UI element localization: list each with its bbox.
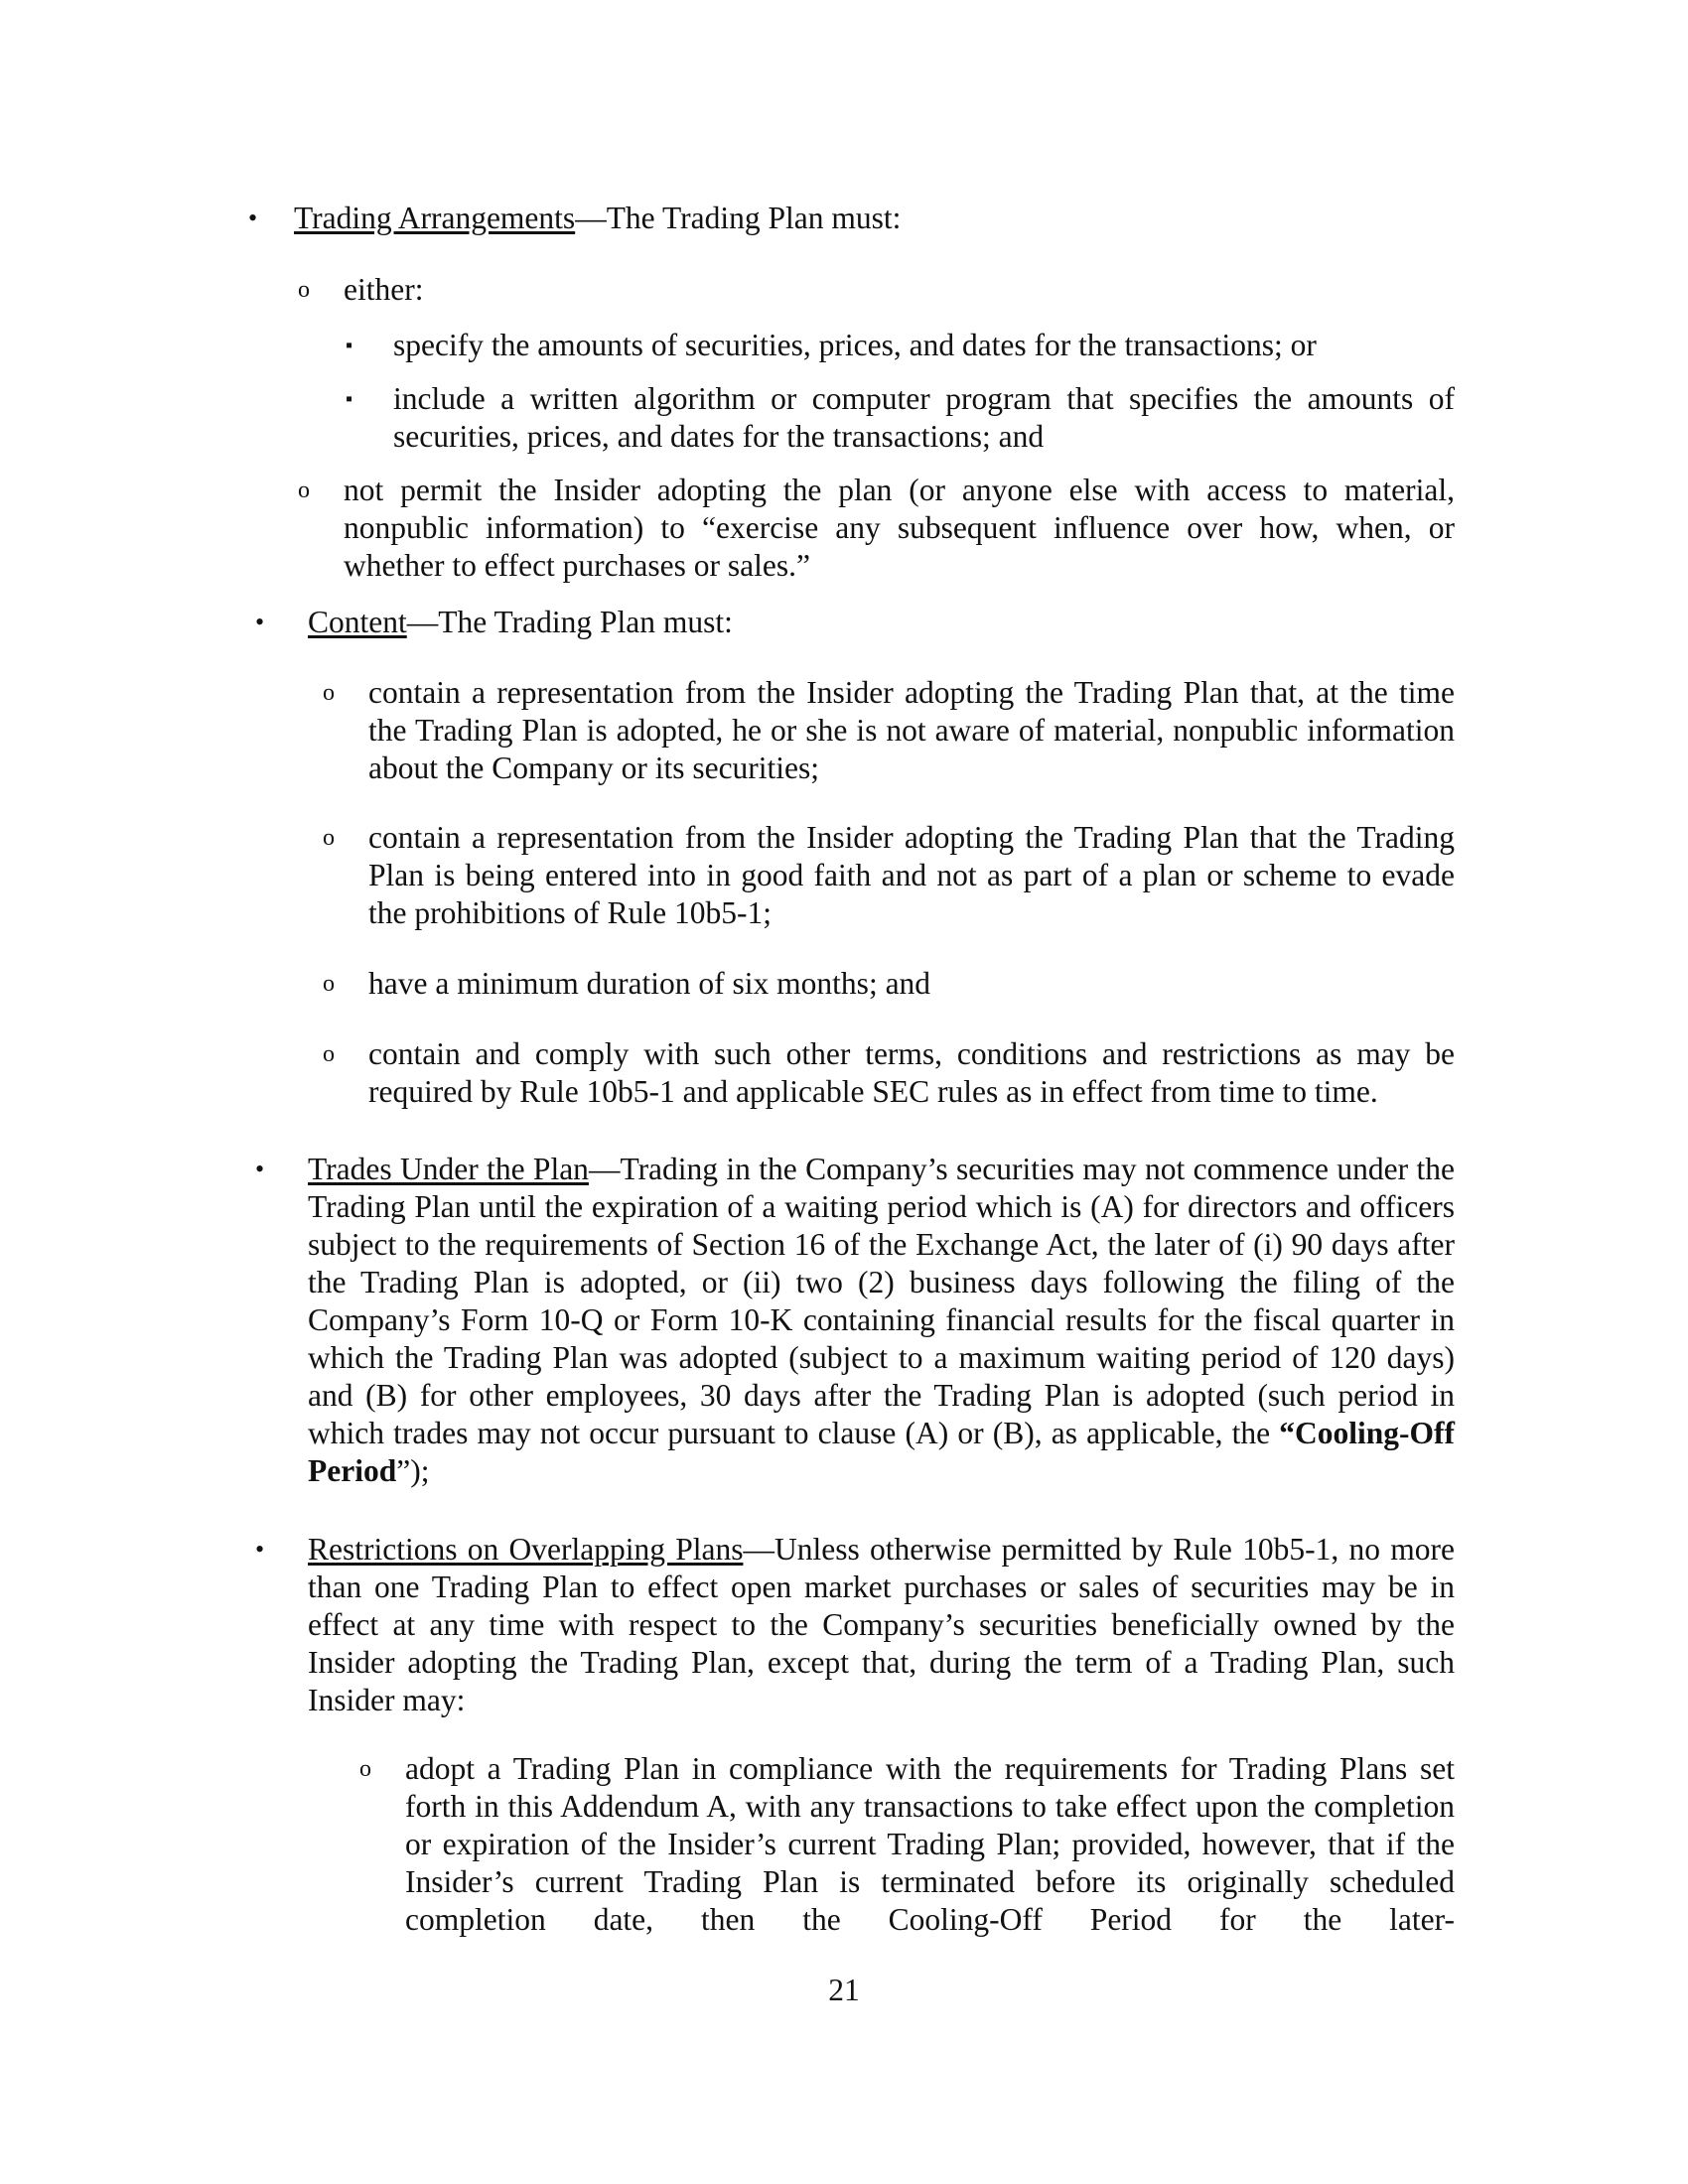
overlapping-plans-paragraph bbox=[308, 1531, 1455, 1719]
circle-bullet-icon: o bbox=[359, 1756, 371, 1782]
square-bullet-icon: ▪ bbox=[346, 335, 353, 356]
circle-bullet-icon: o bbox=[298, 277, 310, 303]
section-heading: Trading Arrangements bbox=[294, 201, 576, 235]
paragraph-text: —The Trading Plan must: bbox=[575, 201, 902, 235]
circle-bullet-icon: o bbox=[323, 825, 335, 851]
list-item: contain a representation from the Insider adopting the Trading Plan that, at the time the Trading Plan is adopted, he or she is not aware of material, nonpublic information about the Company or its securities; bbox=[368, 675, 1455, 785]
bullet-icon: • bbox=[255, 1535, 265, 1564]
list-item: have a minimum duration of six months; and bbox=[368, 966, 931, 1001]
paragraph-text: ”); bbox=[396, 1453, 430, 1488]
list-item: not permit the Insider adopting the plan (or anyone else with access to material, nonpublic information) to “exercise any subsequent influence over how, when, or whether to effect purchases or sales.” bbox=[344, 473, 1455, 583]
section-heading: Restrictions on Overlapping Plans bbox=[308, 1532, 744, 1567]
section-heading: Content bbox=[308, 605, 407, 639]
trades-under-plan-paragraph bbox=[308, 1151, 1455, 1490]
circle-bullet-icon: o bbox=[323, 1041, 335, 1067]
paragraph-text: —The Trading Plan must: bbox=[406, 605, 733, 639]
page-number: 21 bbox=[828, 1973, 860, 2007]
list-item: either: bbox=[344, 272, 424, 307]
content-paragraph bbox=[308, 604, 1455, 641]
list-item: include a written algorithm or computer program that specifies the amounts of securities, prices, and dates for the transactions; and bbox=[393, 381, 1455, 454]
circle-bullet-icon: o bbox=[298, 478, 310, 503]
defined-term: “Cooling-Off Period bbox=[308, 1416, 1455, 1488]
bullet-icon: • bbox=[255, 608, 265, 636]
section-heading: Trades Under the Plan bbox=[308, 1152, 589, 1186]
paragraph-text: —Unless otherwise permitted by Rule 10b5-1, no more than one Trading Plan to effect open market purchases or sales of securities may be in effect at any time with respect to the Company’s securities beneficially owned by the Insider adopting the Trading Plan, except that, during the term of a Trading Plan, such Insider may: bbox=[308, 1532, 1455, 1717]
circle-bullet-icon: o bbox=[323, 971, 335, 997]
list-item: contain and comply with such other terms, conditions and restrictions as may be required by Rule 10b5-1 and applicable SEC rules as in effect from time to time. bbox=[368, 1036, 1455, 1109]
list-item: specify the amounts of securities, prices, and dates for the transactions; or bbox=[393, 328, 1317, 362]
bullet-icon: • bbox=[255, 1155, 265, 1183]
list-item: adopt a Trading Plan in compliance with the requirements for Trading Plans set forth in this Addendum A, with any transactions to take effect upon the completion or expiration of the Insider’s current Trading Plan; provided, however, that if the Insider’s current Trading Plan is terminated before its originally scheduled completion date, then the Cooling-Off Period for the later- bbox=[405, 1751, 1455, 1937]
list-item: contain a representation from the Insider adopting the Trading Plan that the Trading Plan is being entered into in good faith and not as part of a plan or scheme to evade the prohibitions of Rule 10b5-1; bbox=[368, 820, 1455, 930]
bullet-icon: • bbox=[248, 204, 258, 232]
trading-arrangements-paragraph bbox=[294, 200, 1455, 237]
paragraph-text: —Trading in the Company’s securities may not commence under the Trading Plan until the expiration of a waiting period which is (A) for directors and officers subject to the requirements of Section 16 of the Exchange Act, the later of (i) 90 days after the Trading Plan is adopted, or (ii) two (2) business days following the filing of the Company’s Form 10-Q or Form 10-K containing financial results for the fiscal quarter in which the Trading Plan was adopted (subject to a maximum waiting period of 120 days) and (B) for other employees, 30 days after the Trading Plan is adopted (such period in which trades may not occur pursuant to clause (A) or (B), as applicable, the bbox=[308, 1152, 1455, 1450]
square-bullet-icon: ▪ bbox=[346, 388, 353, 410]
circle-bullet-icon: o bbox=[323, 680, 335, 706]
